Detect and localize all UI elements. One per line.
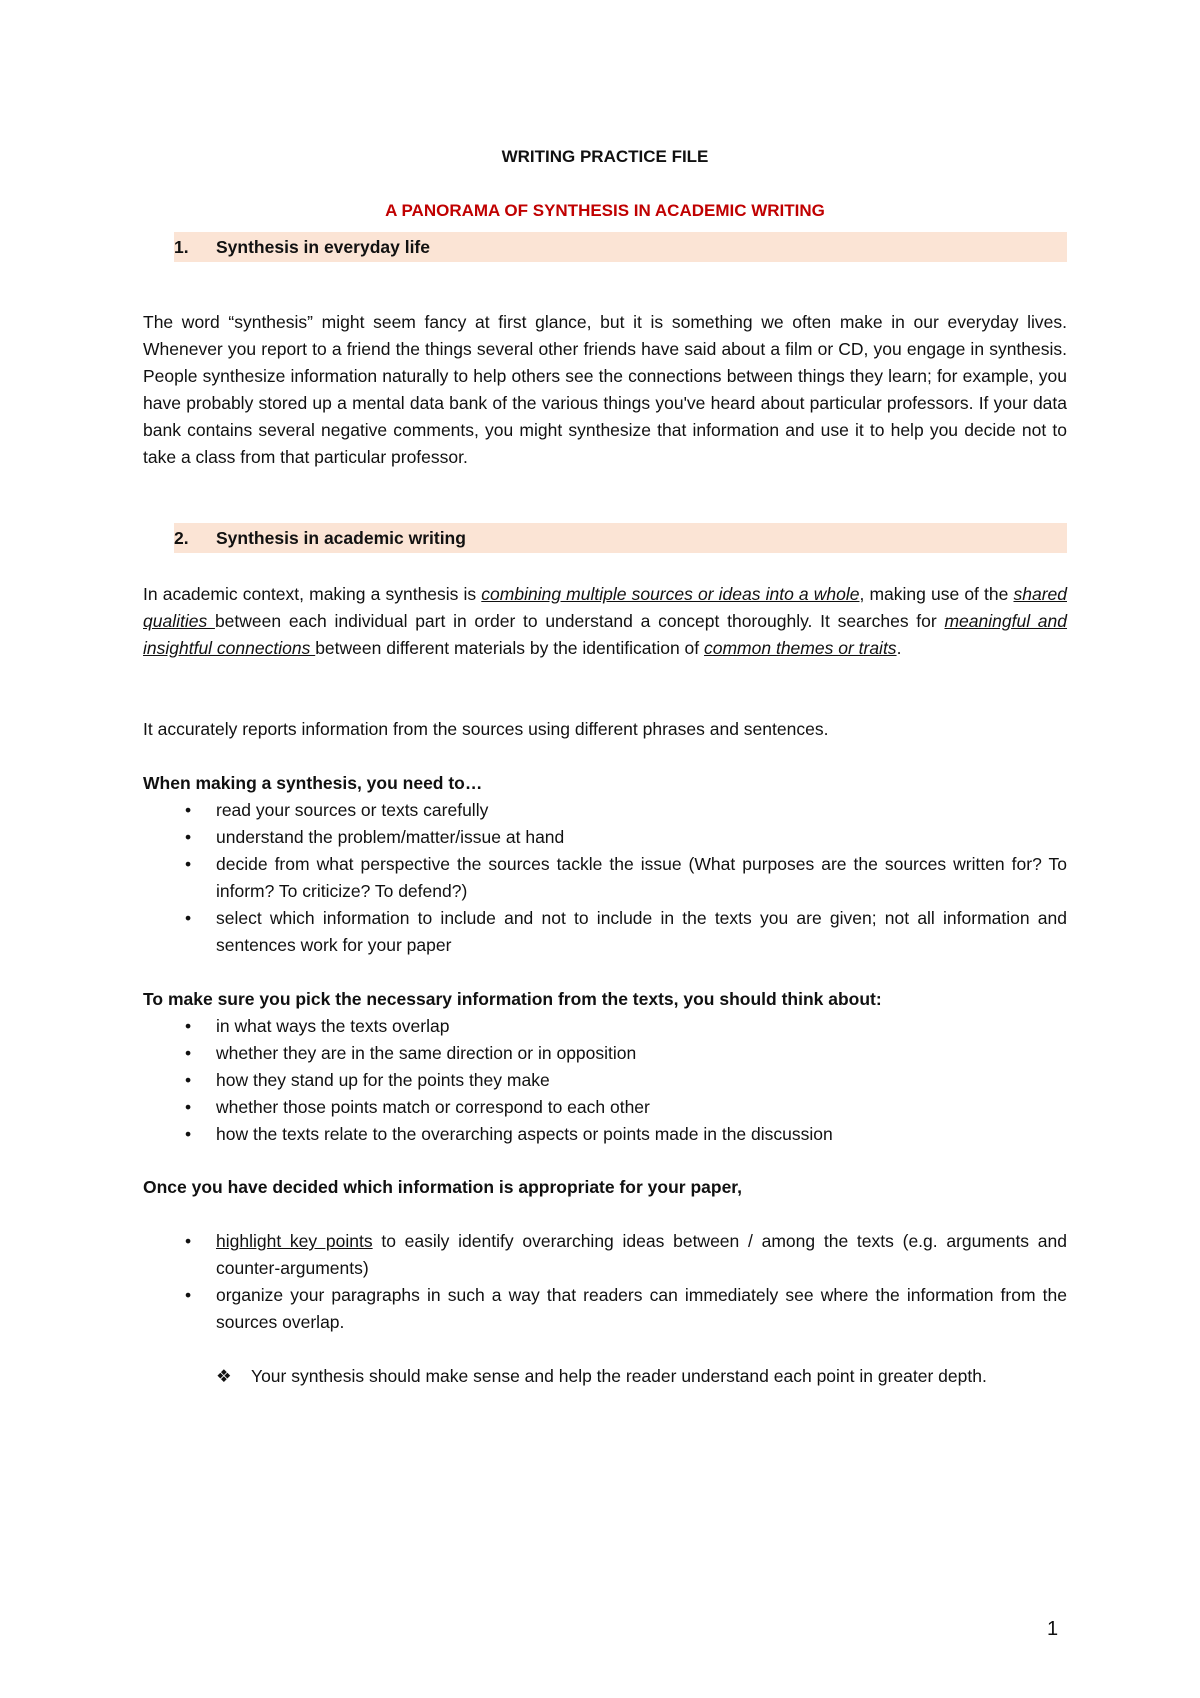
section-2-paragraph-1: In academic context, making a synthesis is combining multiple sources or ideas into a whole, making use of the shared qualities between each individual part in order to understand a concept thoroughly. It searches for meaningful and insightful connections between different materials by the identification of common themes or traits. — [143, 584, 1068, 658]
diamond-bullet-icon: ❖ — [216, 1366, 232, 1386]
section-1-title: Synthesis in everyday life — [216, 237, 430, 257]
bullet-icon: • — [185, 854, 192, 874]
need-list-heading: When making a synthesis, you need to… — [143, 773, 483, 793]
once-list — [143, 1228, 1067, 1336]
bullet-icon: • — [185, 1231, 192, 1251]
once-heading: Once you have decided which information is appropriate for your paper, — [143, 1177, 743, 1197]
bullet-icon: • — [185, 1043, 192, 1063]
think-list-block — [143, 986, 1067, 1148]
underlined-phrase: shared qualities — [143, 584, 1067, 631]
need-list-block — [143, 770, 1067, 959]
list-item: • select which information to include and not to include in the texts you are given; not all information and sentences work for your paper — [143, 905, 1067, 959]
bullet-icon: • — [185, 908, 192, 928]
bullet-icon: • — [185, 1124, 192, 1144]
list-item: • understand the problem/matter/issue at hand — [143, 824, 1067, 851]
list-item: • whether those points match or correspond to each other — [143, 1094, 1067, 1121]
underlined-phrase: highlight key points — [216, 1231, 373, 1251]
section-2-number: 2. — [174, 528, 189, 548]
section-1-number: 1. — [174, 237, 189, 257]
list-item: • organize your paragraphs in such a way that readers can immediately see where the information from the sources overlap. — [143, 1282, 1067, 1336]
section-1-paragraph: The word “synthesis” might seem fancy at first glance, but it is something we often make in our everyday lives. Whenever you report to a friend the things several other friends have said about a film or CD, you engage in synthesis. People synthesize information naturally to help others see the connections between things they learn; for example, you have probably stored up a mental data bank of the various things you've heard about particular professors. If your data bank contains several negative comments, you might synthesize that information and use it to help you decide not to take a class from that particular professor. — [143, 312, 1067, 467]
bullet-icon: • — [185, 1097, 192, 1117]
think-list-heading: To make sure you pick the necessary information from the texts, you should think about: — [143, 989, 882, 1009]
bullet-icon: • — [185, 1285, 192, 1305]
list-item: • in what ways the texts overlap — [143, 1013, 1067, 1040]
section-2-paragraph-2: It accurately reports information from the sources using different phrases and sentences. — [143, 719, 829, 739]
bullet-icon: • — [185, 827, 192, 847]
document-title: WRITING PRACTICE FILE — [501, 147, 709, 166]
list-item: • decide from what perspective the sources tackle the issue (What purposes are the sources written for? To inform? To criticize? To defend?) — [143, 851, 1067, 905]
section-1-heading — [174, 232, 1067, 262]
bullet-icon: • — [185, 1016, 192, 1036]
underlined-phrase: common themes or traits — [704, 638, 897, 658]
section-2-title: Synthesis in academic writing — [216, 528, 466, 548]
need-list — [143, 797, 1067, 959]
section-2-heading — [174, 523, 1067, 553]
think-list — [143, 1013, 1067, 1148]
bullet-icon: • — [185, 800, 192, 820]
final-note-text: Your synthesis should make sense and help the reader understand each point in greater depth. — [251, 1366, 987, 1386]
final-note — [216, 1363, 1067, 1390]
list-item: • how the texts relate to the overarching aspects or points made in the discussion — [143, 1121, 1067, 1148]
bullet-icon: • — [185, 1070, 192, 1090]
underlined-phrase: meaningful and insightful connections — [143, 611, 1068, 658]
list-item: • read your sources or texts carefully — [143, 797, 1067, 824]
once-list-block — [143, 1228, 1067, 1336]
page-number: 1 — [1047, 1618, 1059, 1640]
underlined-phrase: combining multiple sources or ideas into a whole — [481, 584, 860, 604]
document-subtitle: A PANORAMA OF SYNTHESIS IN ACADEMIC WRITING — [385, 201, 825, 220]
list-item: • how they stand up for the points they make — [143, 1067, 1067, 1094]
list-item: • highlight key points to easily identify overarching ideas between / among the texts (e.g. arguments and counter-arguments) — [143, 1228, 1067, 1282]
list-item: • whether they are in the same direction or in opposition — [143, 1040, 1067, 1067]
